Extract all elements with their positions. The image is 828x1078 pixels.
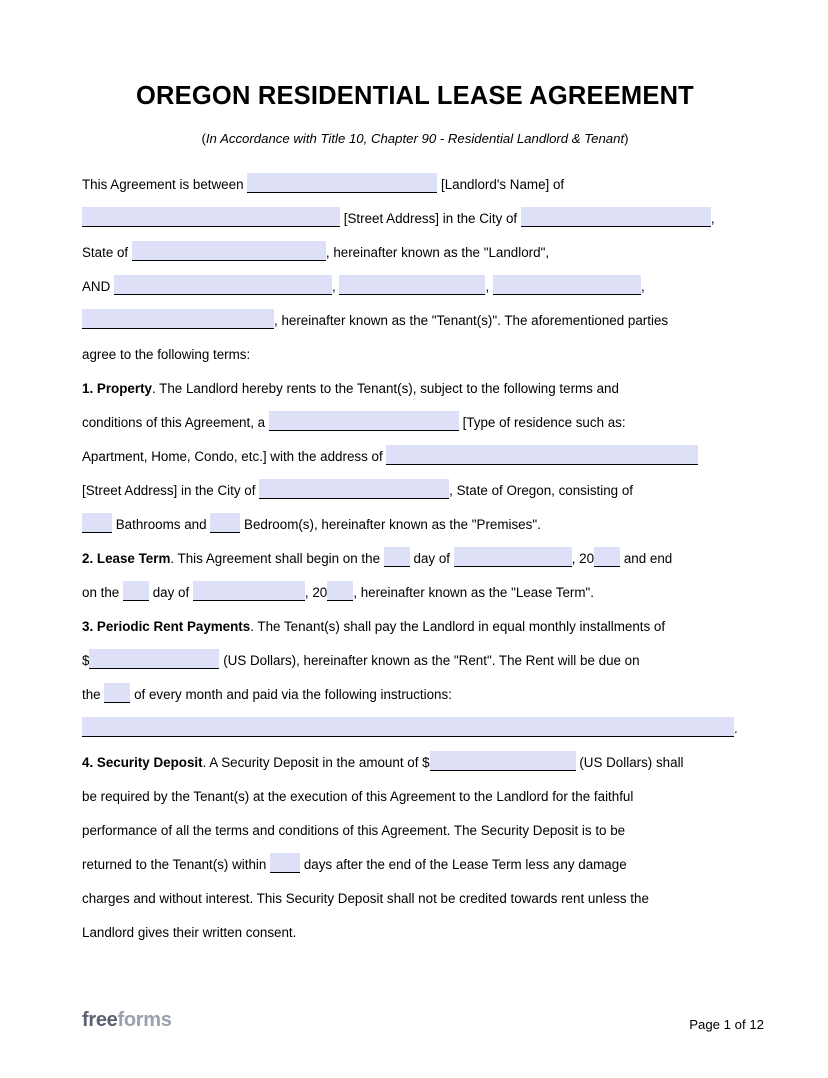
section-2-line-7: , 20: [304, 585, 328, 600]
tenant-name-field-3[interactable]: [493, 275, 641, 295]
section-2-line-4: and end: [623, 551, 673, 566]
end-month-field[interactable]: [193, 581, 305, 601]
landlord-street-address-field[interactable]: [82, 207, 340, 227]
end-day-field[interactable]: [123, 581, 149, 601]
section-3-number: 3.: [82, 619, 94, 634]
payment-instructions-field[interactable]: [82, 717, 734, 737]
page-subtitle: [82, 131, 766, 146]
intro-text-3: [Street Address] in the City of: [343, 211, 518, 226]
section-1-number: 1.: [82, 381, 94, 396]
page-title: OREGON RESIDENTIAL LEASE AGREEMENT: [136, 82, 694, 110]
end-year-field[interactable]: [327, 581, 353, 601]
intro-text-5: State of: [82, 245, 129, 260]
intro-text-7: AND: [82, 279, 111, 294]
intro-text-2: [Landlord's Name] of: [441, 177, 565, 192]
start-day-field[interactable]: [384, 547, 410, 567]
section-1-line-8: Bedroom(s), hereinafter known as the "Premises".: [244, 517, 541, 532]
section-1-line-5: [Street Address] in the City of: [82, 483, 256, 498]
residence-type-field[interactable]: [269, 411, 459, 431]
intro-text-8: ,: [332, 279, 336, 294]
section-4-security-deposit: [82, 746, 766, 950]
subtitle-close-paren: ): [624, 131, 629, 146]
section-1-line-3: [Type of residence such as:: [462, 415, 626, 430]
section-2-number: 2.: [82, 551, 94, 566]
section-4-line-6: days after the end of the Lease Term less any damage: [303, 857, 627, 872]
intro-text-6: , hereinafter known as the "Landlord",: [325, 245, 550, 260]
section-2-line-6: day of: [152, 585, 190, 600]
deposit-return-days-field[interactable]: [270, 853, 300, 873]
premises-street-address-field[interactable]: [386, 445, 698, 465]
premises-city-field[interactable]: [259, 479, 449, 499]
section-4-line-4: performance of all the terms and conditions of this Agreement. The Security Deposit is to be: [82, 823, 626, 838]
intro-text-9: ,: [485, 279, 490, 294]
bedrooms-count-field[interactable]: [210, 513, 240, 533]
section-3-line-5: of every month and paid via the following instructions:: [134, 687, 452, 702]
section-2-line-2: day of: [413, 551, 450, 566]
landlord-name-field[interactable]: [247, 173, 437, 193]
section-2-lease-term: [82, 542, 766, 610]
security-deposit-amount-field[interactable]: [430, 751, 576, 771]
logo-forms-text: forms: [117, 1009, 172, 1031]
section-4-heading: Security Deposit: [96, 755, 203, 770]
section-3-line-6: .: [734, 721, 738, 736]
landlord-city-field[interactable]: [521, 207, 711, 227]
section-4-line-3: be required by the Tenant(s) at the execution of this Agreement to the Landlord for the faithful: [82, 789, 634, 804]
section-4-line-2: (US Dollars) shall: [579, 755, 684, 770]
tenant-name-field-4[interactable]: [82, 309, 274, 329]
tenant-name-field-2[interactable]: [339, 275, 485, 295]
section-4-line-1: . A Security Deposit in the amount of $: [202, 755, 430, 770]
section-2-line-8: , hereinafter known as the "Lease Term".: [353, 585, 595, 600]
section-4-line-8: Landlord gives their written consent.: [82, 925, 297, 940]
freeforms-logo: [82, 1009, 172, 1032]
section-1-heading: Property: [96, 381, 152, 396]
start-month-field[interactable]: [454, 547, 572, 567]
section-1-line-2: conditions of this Agreement, a: [82, 415, 266, 430]
intro-text-12: agree to the following terms:: [82, 347, 251, 362]
rent-amount-field[interactable]: [89, 649, 219, 669]
intro-text-11: , hereinafter known as the "Tenant(s)". The aforementioned parties: [274, 313, 669, 328]
section-1-property: [82, 372, 766, 542]
logo-free-text: free: [82, 1009, 118, 1031]
section-3-line-3: (US Dollars), hereinafter known as the "Rent". The Rent will be due on: [223, 653, 640, 668]
section-4-line-5: returned to the Tenant(s) within: [82, 857, 267, 872]
page-number: Page 1 of 12: [689, 1017, 764, 1032]
intro-paragraph: [82, 168, 766, 372]
bathrooms-count-field[interactable]: [82, 513, 112, 533]
tenant-name-field-1[interactable]: [114, 275, 332, 295]
section-3-heading: Periodic Rent Payments: [96, 619, 251, 634]
section-1-line-4: Apartment, Home, Condo, etc.] with the address of: [82, 449, 383, 464]
section-3-currency-symbol: $: [82, 653, 90, 668]
section-1-line-7: Bathrooms and: [115, 517, 207, 532]
subtitle-citation: In Accordance with Title 10, Chapter 90 - Residential Landlord & Tenant: [205, 131, 625, 146]
section-2-line-3: , 20: [571, 551, 595, 566]
intro-text-1: This Agreement is between: [82, 177, 244, 192]
intro-text-10: ,: [640, 279, 645, 294]
section-3-periodic-rent-payments: [82, 610, 766, 746]
subtitle-open-paren: (: [201, 131, 206, 146]
section-4-number: 4.: [82, 755, 94, 770]
section-3-line-1: . The Tenant(s) shall pay the Landlord in equal monthly installments of: [250, 619, 666, 634]
section-2-line-1: . This Agreement shall begin on the: [170, 551, 381, 566]
section-1-line-6: , State of Oregon, consisting of: [449, 483, 634, 498]
landlord-state-field[interactable]: [132, 241, 326, 261]
rent-due-day-field[interactable]: [104, 683, 130, 703]
section-2-line-5: on the: [82, 585, 120, 600]
section-4-line-7: charges and without interest. This Security Deposit shall not be credited towards rent unless the: [82, 891, 649, 906]
page-footer: [82, 1009, 766, 1032]
section-3-line-4: the: [82, 687, 101, 702]
start-year-field[interactable]: [594, 547, 620, 567]
document-body: [82, 168, 766, 950]
intro-text-4: ,: [710, 211, 715, 226]
section-2-heading: Lease Term: [96, 551, 171, 566]
section-1-line-1: . The Landlord hereby rents to the Tenant(s), subject to the following terms and: [151, 381, 619, 396]
